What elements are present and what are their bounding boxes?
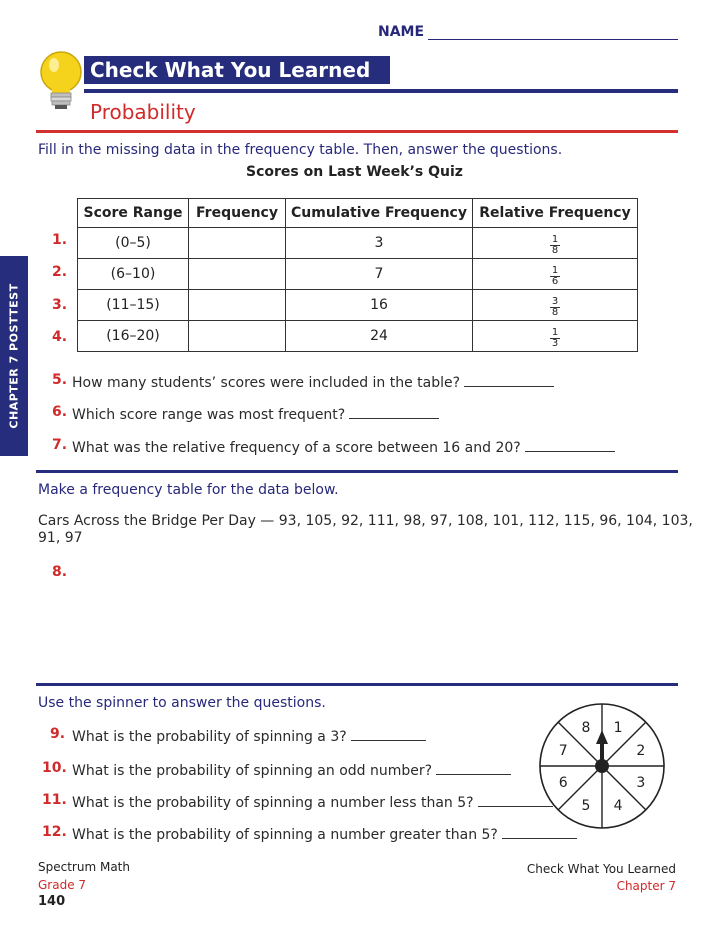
- name-label: NAME: [378, 24, 425, 40]
- section-divider: [36, 683, 678, 686]
- question-number-6: 6.: [52, 404, 68, 420]
- row-number-2: 2.: [52, 264, 68, 280]
- relative-cell: [473, 290, 638, 321]
- table-header-row: [78, 199, 638, 228]
- table-row: [78, 228, 638, 259]
- data-line-2: 91, 97: [38, 530, 83, 546]
- fraction-numerator: 1: [551, 265, 559, 276]
- spinner-label: 2: [636, 742, 646, 759]
- spinner-label: 3: [636, 775, 646, 792]
- question-number-8: 8.: [52, 564, 68, 580]
- answer-blank[interactable]: [351, 726, 426, 741]
- question-12: [72, 824, 577, 843]
- footer-right-title: Check What You Learned: [526, 862, 676, 876]
- table-row: [78, 321, 638, 352]
- question-11: [72, 792, 553, 811]
- row-number-1: 1.: [52, 232, 68, 248]
- footer-page-number: 140: [38, 894, 66, 909]
- question-number-11: 11.: [42, 792, 67, 808]
- question-9: [72, 726, 426, 745]
- frequency-answer-cell[interactable]: [189, 321, 286, 352]
- question-number-12: 12.: [42, 824, 67, 840]
- data-line-1: Cars Across the Bridge Per Day — 93, 105, 92, 111, 98, 97, 108, 101, 112, 115, 96, 104, 103,: [38, 513, 693, 529]
- chapter-side-tab: [0, 256, 28, 456]
- question-number-9: 9.: [50, 726, 66, 742]
- fraction-denominator: 8: [551, 245, 559, 256]
- spinner-label: 4: [613, 797, 623, 814]
- footer-book: Spectrum Math: [38, 860, 130, 874]
- table-row: [78, 290, 638, 321]
- range-cell: (11–15): [78, 290, 189, 321]
- frequency-answer-cell[interactable]: [189, 259, 286, 290]
- cumulative-cell: 16: [286, 290, 473, 321]
- topic-underline: [36, 130, 678, 133]
- col-score-range: Score Range: [78, 199, 189, 228]
- question-number-7: 7.: [52, 437, 68, 453]
- banner-title: Check What You Learned: [90, 58, 371, 82]
- answer-blank[interactable]: [436, 760, 511, 775]
- lightbulb-icon: [38, 48, 84, 114]
- section2-instruction: Make a frequency table for the data below.: [38, 482, 339, 498]
- range-cell: (16–20): [78, 321, 189, 352]
- frequency-answer-cell[interactable]: [189, 228, 286, 259]
- question-10: [72, 760, 511, 779]
- question-text: What is the probability of spinning a number less than 5?: [72, 795, 474, 811]
- banner-underline: [84, 89, 678, 93]
- cumulative-cell: 3: [286, 228, 473, 259]
- relative-cell: [473, 321, 638, 352]
- fraction-denominator: 6: [551, 276, 559, 287]
- section3-instruction: Use the spinner to answer the questions.: [38, 695, 326, 711]
- question-text: What is the probability of spinning a number greater than 5?: [72, 827, 498, 843]
- section1-instruction: Fill in the missing data in the frequency table. Then, answer the questions.: [38, 142, 563, 158]
- question-number-5: 5.: [52, 372, 68, 388]
- range-cell: (6–10): [78, 259, 189, 290]
- question-text: What is the probability of spinning a 3?: [72, 729, 347, 745]
- question-number-10: 10.: [42, 760, 67, 776]
- fraction-denominator: 3: [551, 338, 559, 349]
- spinner-label: 1: [613, 720, 623, 737]
- frequency-answer-cell[interactable]: [189, 290, 286, 321]
- question-text: How many students’ scores were included in the table?: [72, 375, 461, 391]
- fraction-numerator: 3: [551, 296, 559, 307]
- fraction-numerator: 1: [551, 234, 559, 245]
- col-frequency: Frequency: [189, 199, 286, 228]
- topic-title: Probability: [90, 100, 196, 124]
- question-6: [72, 404, 439, 423]
- question-8-work-area[interactable]: [72, 560, 672, 670]
- spinner-label: 8: [581, 720, 591, 737]
- name-blank-line[interactable]: [428, 39, 678, 40]
- question-text: Which score range was most frequent?: [72, 407, 346, 423]
- question-text: What is the probability of spinning an odd number?: [72, 763, 433, 779]
- footer-grade: Grade 7: [38, 878, 87, 892]
- question-5: [72, 372, 554, 391]
- cumulative-cell: 24: [286, 321, 473, 352]
- question-7: [72, 437, 615, 456]
- spinner-label: 5: [581, 797, 591, 814]
- col-cumulative-frequency: Cumulative Frequency: [286, 199, 473, 228]
- side-tab-label: CHAPTER 7 POSTTEST: [7, 283, 21, 429]
- question-text: What was the relative frequency of a score between 16 and 20?: [72, 440, 521, 456]
- answer-blank[interactable]: [464, 372, 554, 387]
- spinner-label: 6: [558, 775, 568, 792]
- footer-chapter: Chapter 7: [616, 879, 676, 893]
- table-row: [78, 259, 638, 290]
- relative-cell: [473, 228, 638, 259]
- fraction-denominator: 8: [551, 307, 559, 318]
- answer-blank[interactable]: [349, 404, 439, 419]
- col-relative-frequency: Relative Frequency: [473, 199, 638, 228]
- fraction-numerator: 1: [551, 327, 559, 338]
- section-divider: [36, 470, 678, 473]
- answer-blank[interactable]: [525, 437, 615, 452]
- frequency-table: [77, 198, 638, 352]
- spinner: [528, 700, 676, 830]
- row-number-4: 4.: [52, 329, 68, 345]
- relative-cell: [473, 259, 638, 290]
- spinner-center: [595, 759, 609, 773]
- spinner-label: 7: [558, 742, 568, 759]
- cumulative-cell: 7: [286, 259, 473, 290]
- row-number-3: 3.: [52, 297, 68, 313]
- range-cell: (0–5): [78, 228, 189, 259]
- table-title: Scores on Last Week’s Quiz: [246, 164, 463, 180]
